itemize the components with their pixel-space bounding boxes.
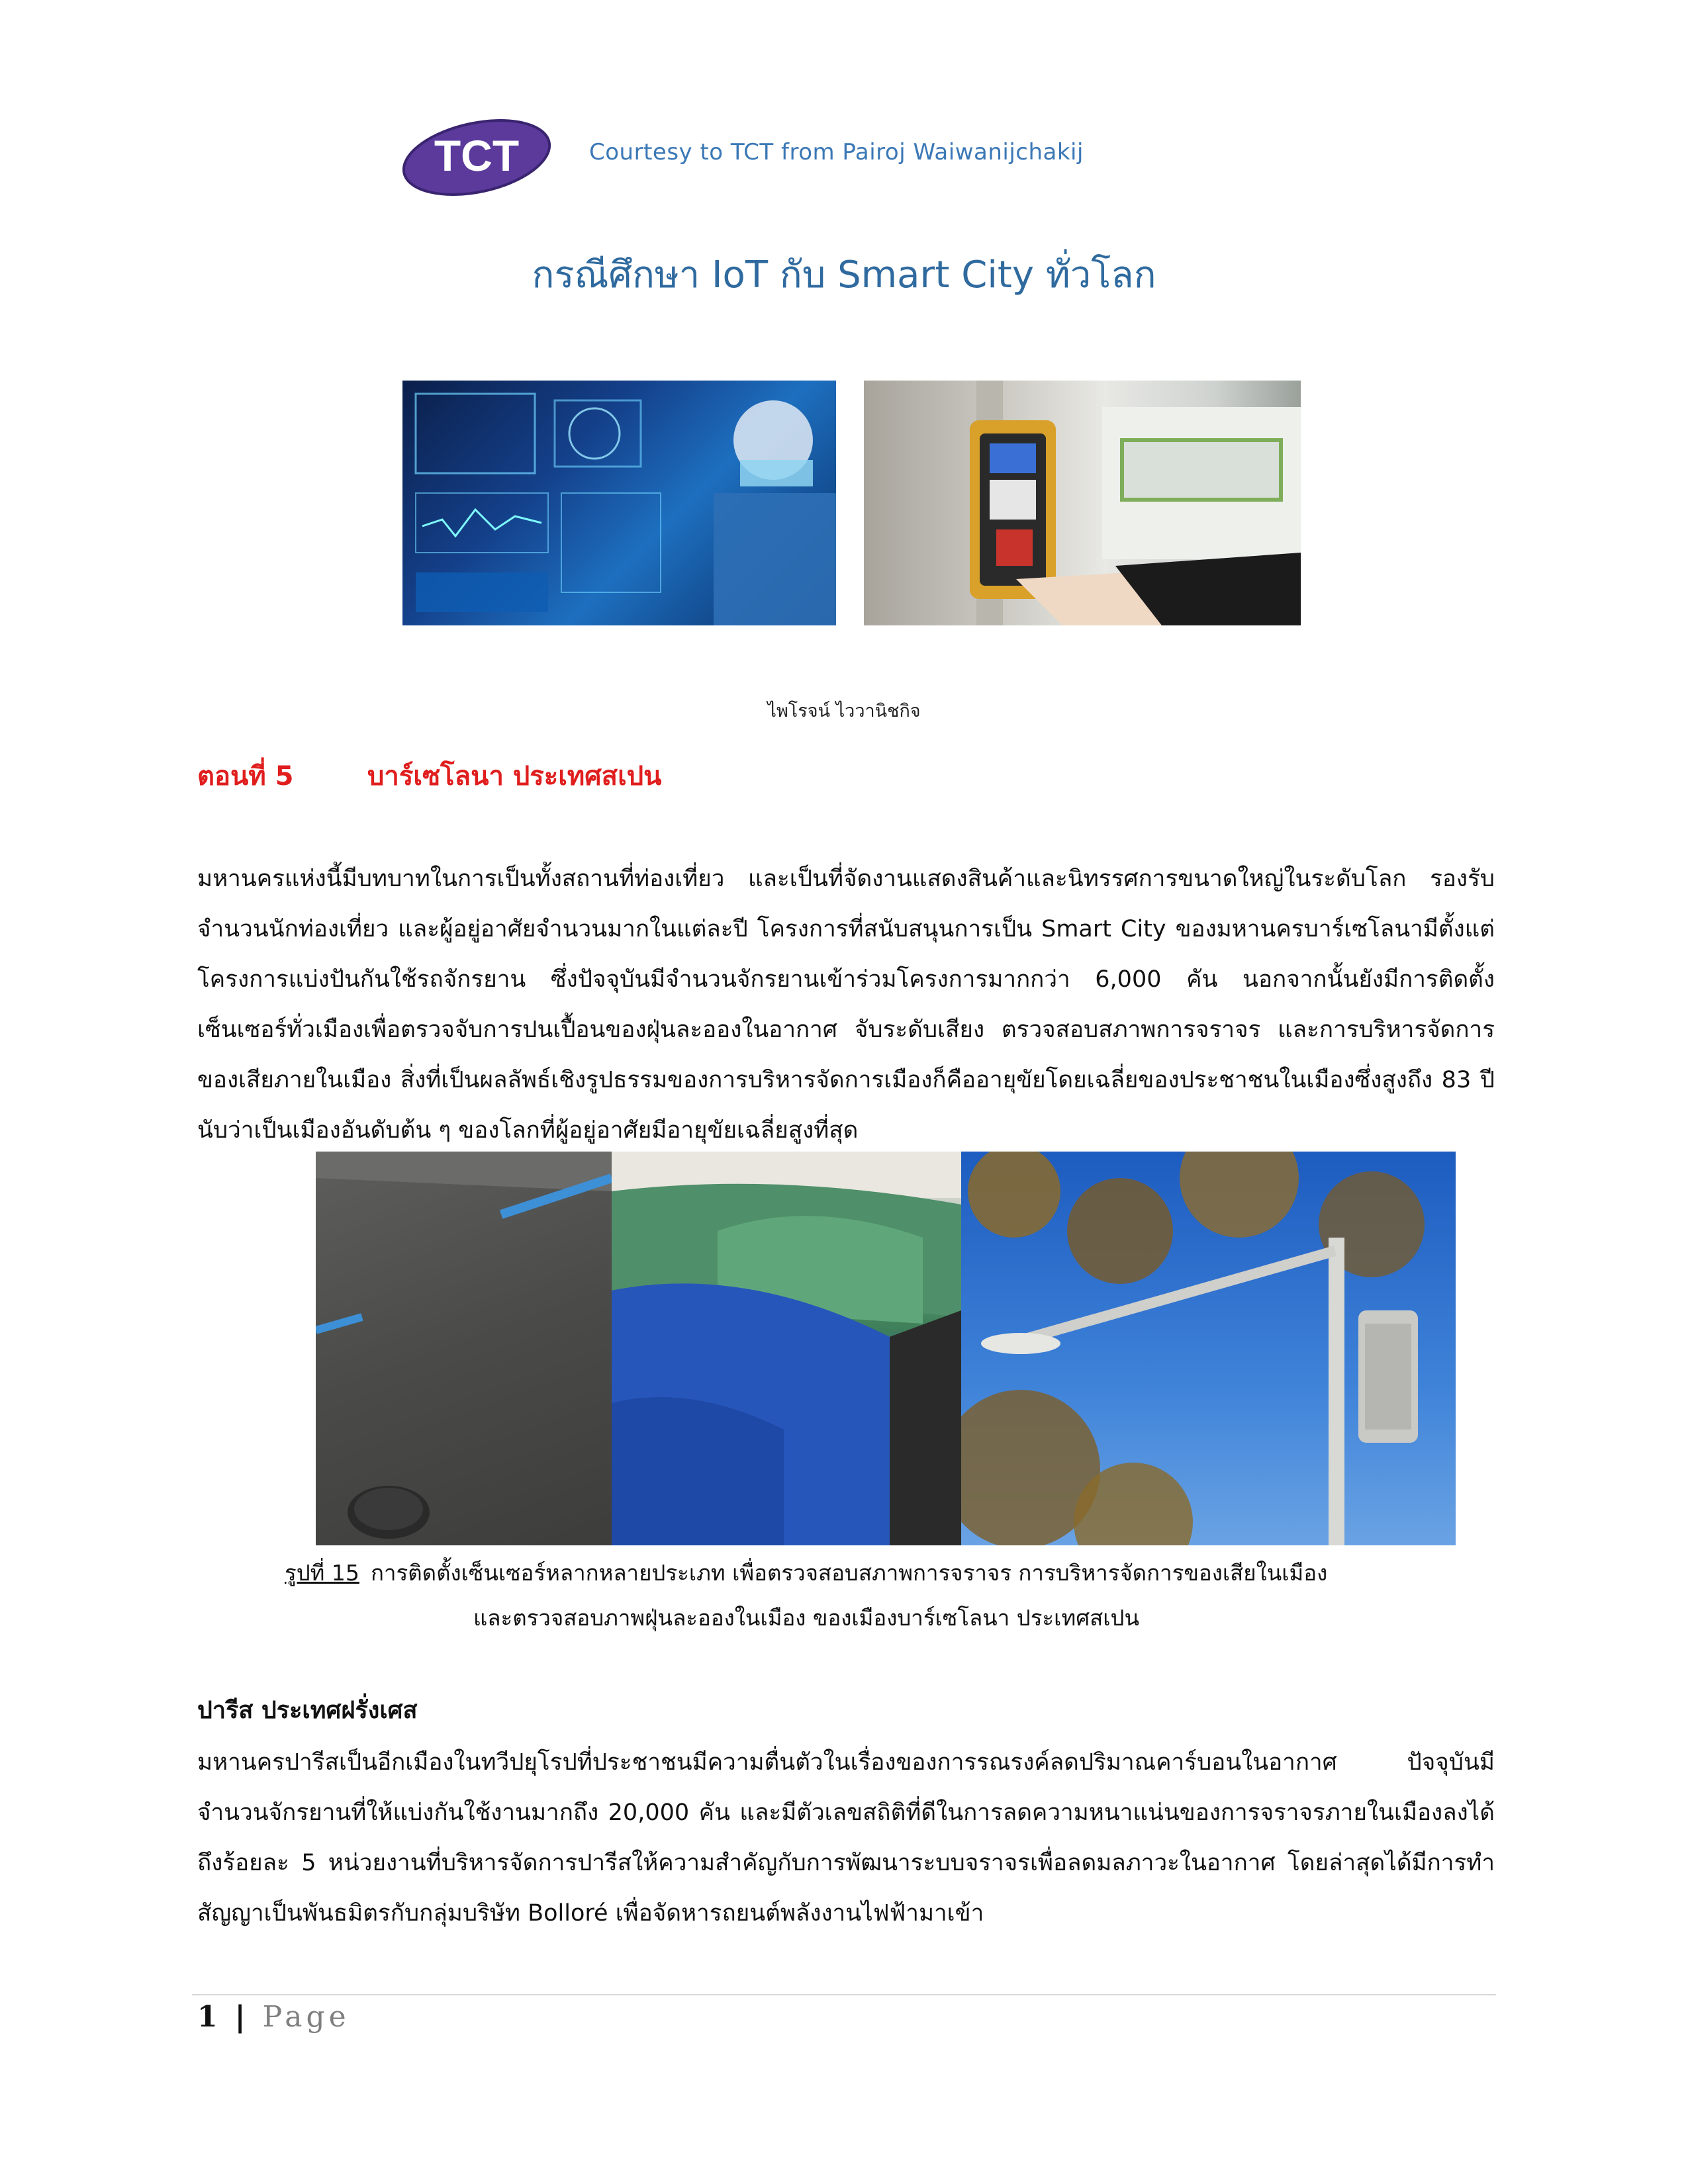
barcelona-paragraph: มหานครแห่งนี้มีบทบาทในการเป็นทั้งสถานที่ท่องเที่ยว และเป็นที่จัดงานแสดงสินค้าและนิทรรศการขนาดใหญ่ในระดับโลก รองรับจำนวนนักท่องเที่ยว และผู้อยู่อาศัยจำนวนมากในแต่ละปี โครงการที่สนับสนุนการเป็น Smart City ของมหานครบาร์เซโลนามีตั้งแต่โครงการแบ่งปันกันใช้รถจักรยาน ซึ่งปัจจุบันมีจำนวนจักรยานเข้าร่วมโครงการมากกว่า 6,000 คัน นอกจากนั้นยังมีการติดตั้งเซ็นเซอร์ทั่วเมืองเพื่อตรวจจับการปนเปื้อนของฝุ่นละอองในอากาศ จับระดับเสียง ตรวจสอบสภาพการจราจร และการบริหารจัดการของเสียภายในเมือง สิ่งที่เป็นผลลัพธ์เชิงรูปธรรมของการบริหารจัดการเมืองก็คืออายุขัยโดยเฉลี่ยของประชาชนในเมืองซึ่งสูงถึง 83 ปี นับว่าเป็นเมืองอันดับต้น ๆ ของโลกที่ผู้อยู่อาศัยมีอายุขัยเฉลี่ยสูงที่สุด [197, 866, 1495, 1144]
street-lamp-sensor-photo [961, 1152, 1456, 1545]
paris-heading: ปารีส ประเทศฝรั่งเศส [197, 1697, 418, 1724]
logo-text: TCT [434, 131, 520, 180]
courtesy-text: Courtesy to TCT from Pairoj Waiwanijchakij [589, 139, 1084, 165]
footer-divider [192, 1994, 1496, 1995]
road-sensor-photo [316, 1152, 612, 1545]
page-word: Page [262, 2000, 350, 2034]
hospital-iot-image [402, 381, 836, 625]
tct-logo [397, 106, 563, 205]
paris-paragraph: มหานครปารีสเป็นอีกเมืองในทวีปยุโรปที่ประชาชนมีความตื่นตัวในเรื่องของการรณรงค์ลดปริมาณคาร์บอนในอากาศ ปัจจุบันมีจำนวนจักรยานที่ให้แบ่งกันใช้งานมากถึง 20,000 คัน และมีตัวเลขสถิติที่ดีในการลดความหนาแน่นของการจราจรภายในเมืองลงได้ถึงร้อยละ 5 หน่วยงานที่บริหารจัดการปารีสให้ความสำคัญกับการพัฒนาระบบจราจรเพื่อลดมลภาวะในอากาศ โดยล่าสุดได้มีการทำสัญญาเป็นพันธมิตรกับกลุ่มบริษัท Bolloré เพื่อจัดหารถยนต์พลังงานไฟฟ้ามาเข้า [197, 1749, 1495, 1927]
document-title: กรณีศึกษา IoT กับ Smart City ทั่วโลก [532, 253, 1156, 296]
figure-caption-line2: และตรวจสอบภาพฝุ่นละอองในเมือง ของเมืองบาร์เซโลนา ประเทศสเปน [473, 1605, 1140, 1631]
tram-card-reader-image [864, 381, 1301, 625]
figure-label: รูปที่ 15 [285, 1560, 359, 1586]
waste-bins-photo [612, 1152, 961, 1545]
page-footer [197, 2000, 350, 2034]
page-number: 1 [197, 2000, 222, 2034]
figure-caption-line1: การติดตั้งเซ็นเซอร์หลากหลายประเภท เพื่อตรวจสอบสภาพการจราจร การบริหารจัดการของเสียในเมือง [371, 1560, 1328, 1586]
barcelona-sensors-image [316, 1152, 1456, 1545]
author-name: ไพโรจน์ ไววานิชกิจ [767, 701, 921, 721]
footer-separator: | [234, 2000, 250, 2034]
episode-number: ตอนที่ 5 [197, 761, 294, 792]
section-heading: บาร์เซโลนา ประเทศสเปน [367, 761, 662, 792]
